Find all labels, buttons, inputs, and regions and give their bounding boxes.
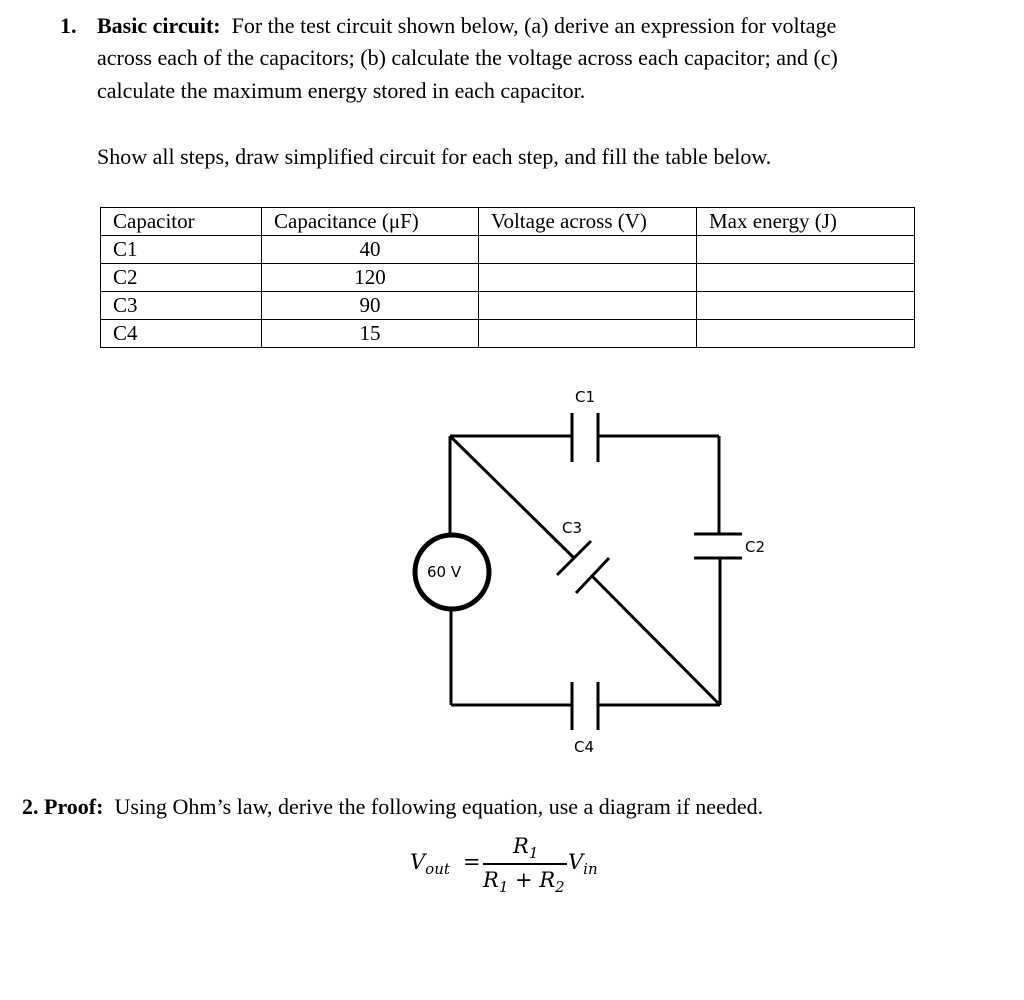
cell-capacitance: 120 — [262, 264, 479, 292]
header-capacitance: Capacitance (μF) — [262, 208, 479, 236]
source-label: 60 V — [427, 563, 462, 581]
header-capacitor: Capacitor — [101, 208, 262, 236]
question-number: 1. — [60, 13, 77, 38]
question-text: For the test circuit shown below, (a) derive an expression for voltage — [231, 13, 837, 38]
cell-capacitance: 40 — [262, 236, 479, 264]
c1-label: C1 — [575, 388, 596, 406]
eq-denominator: $R_1 + R_2$ — [483, 868, 565, 897]
question-1-line-2: across each of the capacitors; (b) calculate the voltage across each capacitor; and (c) — [97, 45, 838, 70]
question-2-title: 2. Proof: — [22, 794, 104, 819]
cell-capacitance: 15 — [262, 320, 479, 348]
cell-capacitor: C2 — [101, 264, 262, 292]
capacitor-c4-symbol — [572, 682, 598, 730]
question-title: Basic circuit: — [97, 13, 221, 38]
eq-equals: = — [463, 850, 481, 874]
header-voltage: Voltage across (V) — [479, 208, 697, 236]
c4-label: C4 — [574, 738, 595, 756]
question-2-line — [22, 790, 763, 823]
cell-capacitor: C4 — [101, 320, 262, 348]
instructions: Show all steps, draw simplified circuit for each step, and fill the table below. — [97, 144, 772, 169]
capacitor-c2-symbol — [694, 534, 742, 558]
c2-label: C2 — [745, 538, 766, 556]
fraction-bar — [483, 863, 567, 865]
eq-numerator: $R_1$ — [513, 834, 539, 863]
question-2-text: Using Ohm’s law, derive the following equation, use a diagram if needed. — [114, 794, 764, 819]
cell-capacitance: 90 — [262, 292, 479, 320]
c3-label: C3 — [562, 519, 583, 537]
capacitor-c1-symbol — [572, 413, 598, 462]
eq-lhs: $V_{out}$ — [410, 850, 450, 879]
cell-capacitor: C3 — [101, 292, 262, 320]
question-1-line-3: calculate the maximum energy stored in each capacitor. — [97, 78, 586, 103]
cell-capacitor: C1 — [101, 236, 262, 264]
eq-rhs: $V_{in}$ — [568, 850, 598, 879]
header-energy: Max energy (J) — [697, 208, 915, 236]
